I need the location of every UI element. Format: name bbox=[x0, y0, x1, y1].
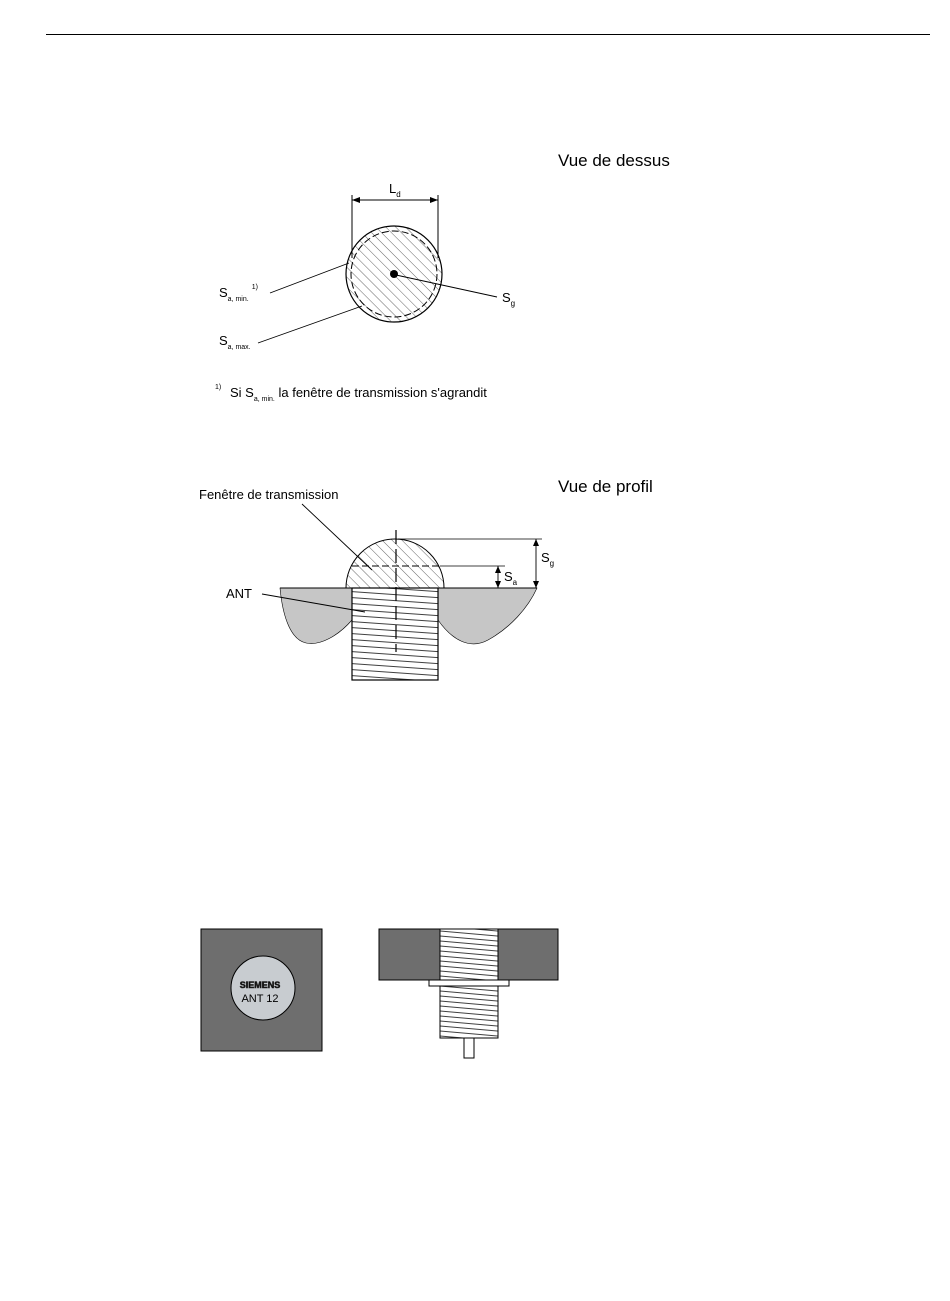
surrounding-material-left bbox=[280, 588, 352, 644]
threaded-shaft-upper bbox=[440, 929, 498, 980]
sa-max-leader bbox=[258, 306, 362, 343]
washer bbox=[429, 980, 509, 986]
device-side-view bbox=[379, 929, 558, 1058]
device-front-view bbox=[201, 929, 322, 1051]
sa-arrow-top bbox=[495, 566, 501, 573]
window-leader bbox=[302, 504, 372, 570]
sa-label: $S_a$ bbox=[504, 569, 518, 587]
top-view-title: Vue de dessus bbox=[558, 151, 670, 170]
top-view-diagram bbox=[215, 181, 515, 403]
antenna-threads bbox=[352, 588, 438, 680]
sg-arrow-top bbox=[533, 539, 539, 546]
sg-profile-label: $S_g$ bbox=[541, 550, 555, 568]
sa-arrow-bottom bbox=[495, 581, 501, 588]
profile-view-title: Vue de profil bbox=[558, 477, 653, 496]
sg-label: $S_g$ bbox=[502, 290, 516, 308]
surrounding-material-right bbox=[438, 588, 537, 644]
sg-arrow-bottom bbox=[533, 581, 539, 588]
device-brand-logo: SIEMENS bbox=[239, 980, 281, 990]
transmission-dome bbox=[346, 539, 444, 588]
profile-view-diagram bbox=[199, 487, 554, 680]
sa-max-label: $S_{a, max.}$ bbox=[219, 333, 251, 351]
connector-pin bbox=[464, 1038, 474, 1058]
ant-label: ANT bbox=[226, 586, 252, 601]
sa-min-label: $S_{a, min.}^{1)}$ bbox=[219, 284, 258, 303]
ld-arrow-right bbox=[430, 197, 438, 203]
sa-min-leader bbox=[270, 263, 349, 293]
threaded-shaft-lower bbox=[440, 986, 498, 1038]
mounting-plate-right bbox=[498, 929, 558, 980]
ld-label: $L_d$ bbox=[389, 181, 401, 199]
center-point bbox=[390, 270, 398, 278]
footnote-marker: 1) bbox=[215, 384, 222, 391]
window-label: Fenêtre de transmission bbox=[199, 487, 339, 502]
device-model-label: ANT 12 bbox=[241, 993, 279, 1005]
mounting-plate-left bbox=[379, 929, 440, 980]
footnote-text: Si $S_{a, min.}$ la fenêtre de transmission s'agrandit bbox=[230, 385, 487, 403]
ld-arrow-left bbox=[352, 197, 360, 203]
